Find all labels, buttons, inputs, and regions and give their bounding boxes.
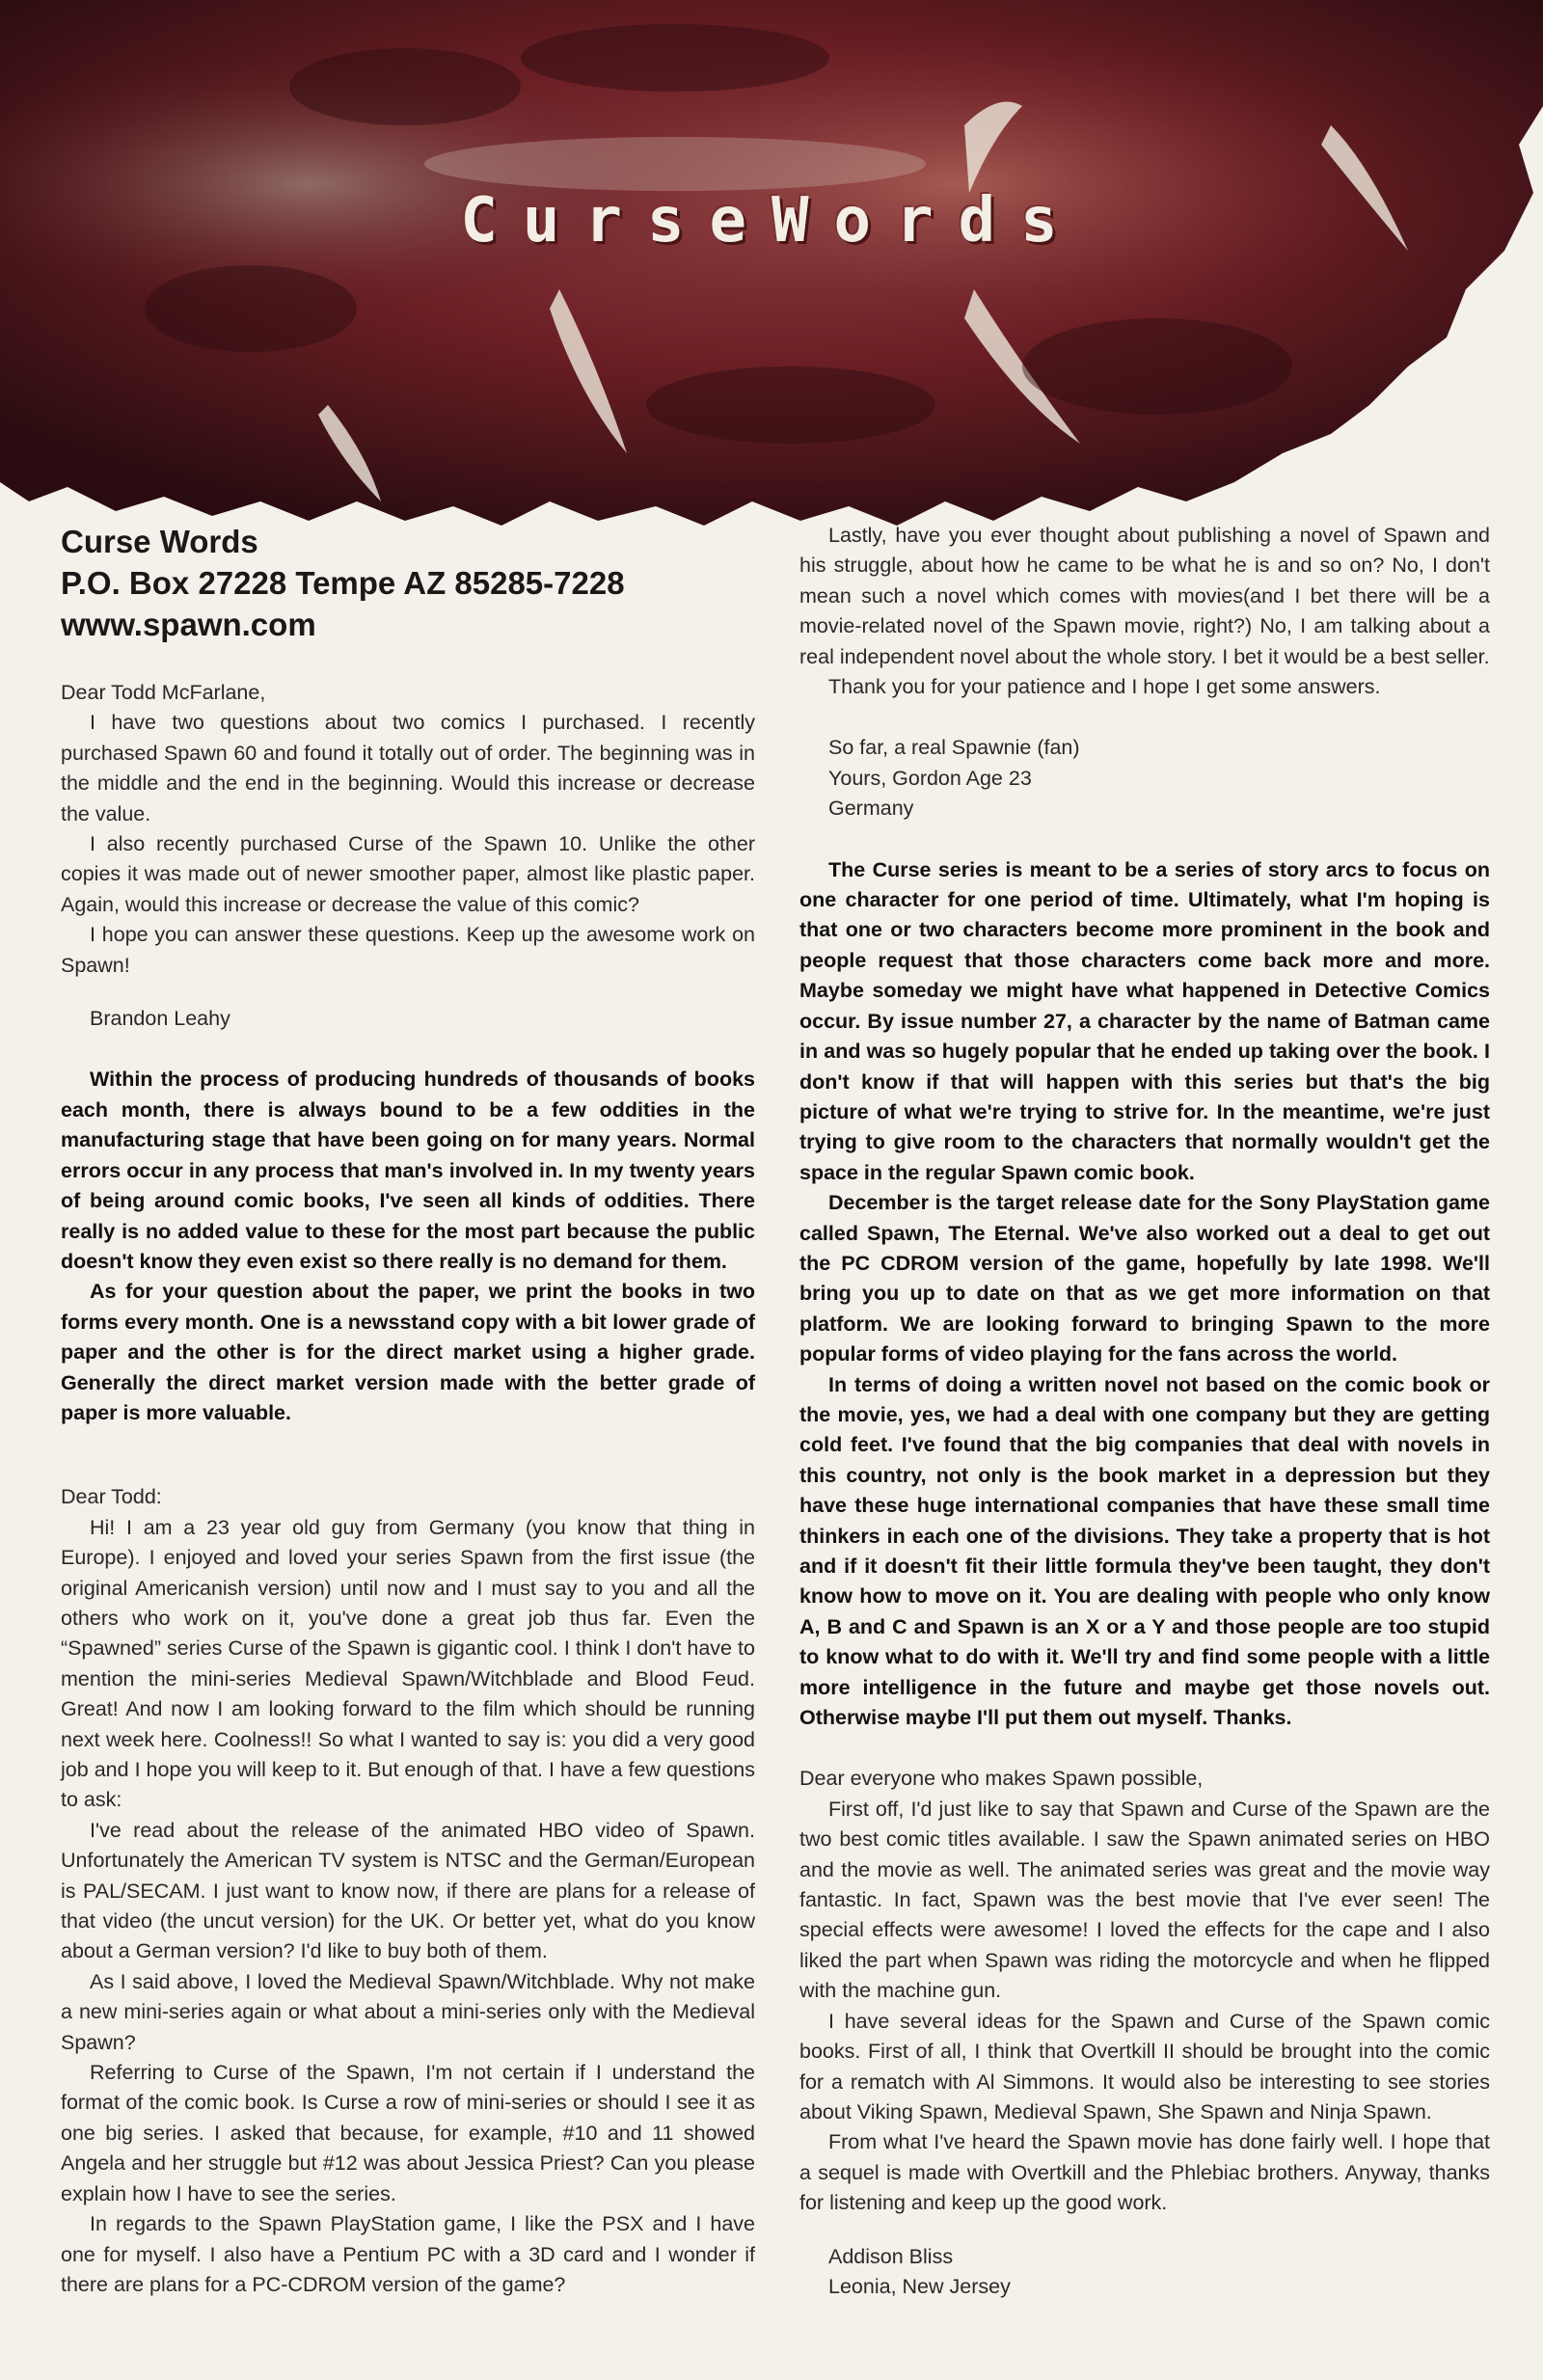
address-website: www.spawn.com	[61, 607, 316, 642]
letter-signoff-line: So far, a real Spawnie (fan)	[828, 736, 1080, 760]
letter-paragraph: I've read about the release of the animated HBO video of Spawn. Unfortunately the American TV system is NTSC and the German/European is PAL/SECAM. I just want to know now, if there are plans for a release of that video (the uncut version) for the UK. Or better yet, what do you know about a German version? I'd like to buy both of them.	[61, 1818, 755, 1963]
reply-paragraph: In terms of doing a written novel not based on the comic book or the movie, yes, we had a deal with one company but they are getting cold feet. I've found that the big companies that deal with novels in this country, not only is the book market in a depression but they have these huge international companies that have these small time thinkers in each one of the divisions. They take a property that is hot and if it doesn't fit their little formula they've been taught, they don't know how to move on it. You are dealing with people who only know A, B and C and Spawn is an X or a Y and those people are too stupid to know what to do with it. We'll try and find some people with a little more intelligence in the future and maybe get those novels out. Otherwise maybe I'll put them out myself. Thanks.	[799, 1372, 1490, 1730]
letter-brandon-leahy	[61, 678, 755, 1034]
mailing-address	[61, 521, 755, 645]
letter-signature: Brandon Leahy	[90, 1007, 230, 1031]
right-column	[799, 521, 1490, 2302]
letter-salutation: Dear Todd:	[61, 1485, 162, 1509]
letter-gordon	[61, 1482, 755, 2300]
address-title: Curse Words	[61, 524, 258, 559]
header-artwork	[0, 0, 1543, 540]
letter-paragraph: As I said above, I loved the Medieval Spawn/Witchblade. Why not make a new mini-series again or what about a mini-series only with the Medieval Spawn?	[61, 1969, 755, 2054]
letter-gordon-continued	[799, 521, 1490, 825]
letter-paragraph: Thank you for your patience and I hope I get some answers.	[828, 675, 1381, 699]
teeth-band	[424, 137, 926, 191]
letter-paragraph: I hope you can answer these questions. Keep up the awesome work on Spawn!	[61, 923, 755, 977]
letter-paragraph: I also recently purchased Curse of the Spawn 10. Unlike the other copies it was made out of newer smoother paper, almost like plastic paper. Again, would this increase or decrease the value of this comic?	[61, 832, 755, 916]
reply-to-gordon	[799, 855, 1490, 1734]
address-po-box: P.O. Box 27228 Tempe AZ 85285-7228	[61, 565, 625, 601]
letter-signoff-line: Germany	[828, 797, 914, 821]
letter-salutation: Dear everyone who makes Spawn possible,	[799, 1767, 1204, 1791]
letter-paragraph: Hi! I am a 23 year old guy from Germany (you know that thing in Europe). I enjoyed and loved your series Spawn from the first issue (the original Americanish version) until now and I must say to you and all the others who work on it, you've done a great job thus far. Even the “Spawned” series Curse of the Spawn is gigantic cool. I think I don't have to mention the mini-series Medieval Spawn/Witchblade and Blood Feud. Great! And now I am looking forward to the film which should be running next week here. Coolness!! So what I wanted to say is: you did a very good job and I hope you will keep to it. But enough of that. I have a few questions to ask:	[61, 1515, 755, 1812]
letter-paragraph: Lastly, have you ever thought about publishing a novel of Spawn and his struggle, about how he came to be what he is and so on? No, I don't mean such a novel which comes with movies(and I bet there will be a movie-related novel of the Spawn movie, right?) No, I am talking about a real independent novel about the whole story. I bet it would be a best seller.	[799, 524, 1490, 668]
letter-signature: Addison Bliss	[828, 2244, 954, 2268]
letter-salutation: Dear Todd McFarlane,	[61, 681, 266, 704]
spawn-face-artwork	[0, 0, 1543, 540]
letter-paragraph: I have two questions about two comics I purchased. I recently purchased Spawn 60 and found it totally out of order. The beginning was in the middle and the end in the beginning. Would this increase or decrease the value.	[61, 711, 755, 825]
reply-paragraph: The Curse series is meant to be a series of story arcs to focus on one character for one period of time. Ultimately, what I'm hoping is that one or two characters become more prominent in the book and people request that those characters come back more and more. Maybe someday we might have what happened in Detective Comics occur. By issue number 27, a character by the name of Batman came in and was so hugely popular that he ended up taking over the book. I don't know if that will happen with this series but that's the big picture of what we're trying to strive for. In the meantime, we're just trying to give room to the characters that normally wouldn't get the space in the regular Spawn comic book.	[799, 857, 1490, 1184]
letter-paragraph: From what I've heard the Spawn movie has done fairly well. I hope that a sequel is made with Overtkill and the Phlebiac brothers. Anyway, thanks for listening and keep up the good work.	[799, 2130, 1490, 2215]
reply-paragraph: December is the target release date for the Sony PlayStation game called Spawn, The Eternal. We've also worked out a deal to get out the PC CDROM version of the game, hopefully by late 1998. We'll bring you up to date on that as we get more information on that platform. We are looking forward to bringing Spawn to the more popular forms of video playing for the fans across the world.	[799, 1191, 1490, 1366]
left-column	[61, 521, 755, 2300]
letter-paragraph: First off, I'd just like to say that Spawn and Curse of the Spawn are the two best comic titles available. I saw the Spawn animated series on HBO and the movie as well. The animated series was great and the movie way fantastic. In fact, Spawn was the best movie that I've ever seen! The special effects were awesome! I loved the effects for the cape and I also liked the part when Spawn was riding the motorcycle and when he flipped with the machine gun.	[799, 1797, 1490, 2003]
reply-paragraph: Within the process of producing hundreds of thousands of books each month, there is always bound to be a few oddities in the manufacturing stage that have been going on for many years. Normal errors occur in any process that man's involved in. In my twenty years of being around comic books, I've seen all kinds of oddities. There really is no added value to these for the most part because the public doesn't know they even exist so there really is no demand for them.	[61, 1068, 755, 1273]
letter-paragraph: In regards to the Spawn PlayStation game, I like the PSX and I have one for myself. I also have a Pentium PC with a 3D card and I wonder if there are plans for a PC-CDROM version of the game?	[61, 2212, 755, 2296]
letter-paragraph: I have several ideas for the Spawn and Curse of the Spawn comic books. First of all, I think that Overtkill II should be brought into the comic for a rematch with Al Simmons. It would also be interesting to see stories about Viking Spawn, Medieval Spawn, She Spawn and Ninja Spawn.	[799, 2009, 1490, 2123]
letter-paragraph: Referring to Curse of the Spawn, I'm not certain if I understand the format of the comic book. Is Curse a row of mini-series or should I see it as one big series. I asked that because, for example, #10 and 11 showed Angela and her struggle but #12 was about Jessica Priest? Can you please explain how I have to see the series.	[61, 2061, 755, 2205]
letter-signoff-line: Yours, Gordon Age 23	[828, 766, 1032, 790]
page-masthead: CurseWords	[460, 185, 1083, 257]
reply-paragraph: As for your question about the paper, we print the books in two forms every month. One is a newsstand copy with a bit lower grade of paper and the other is for the direct market using a higher grade. Generally the direct market version made with the better grade of paper is more valuable.	[61, 1280, 755, 1424]
letter-addison-bliss	[799, 1764, 1490, 2302]
reply-to-brandon	[61, 1065, 755, 1428]
letter-signature-location: Leonia, New Jersey	[828, 2274, 1011, 2298]
